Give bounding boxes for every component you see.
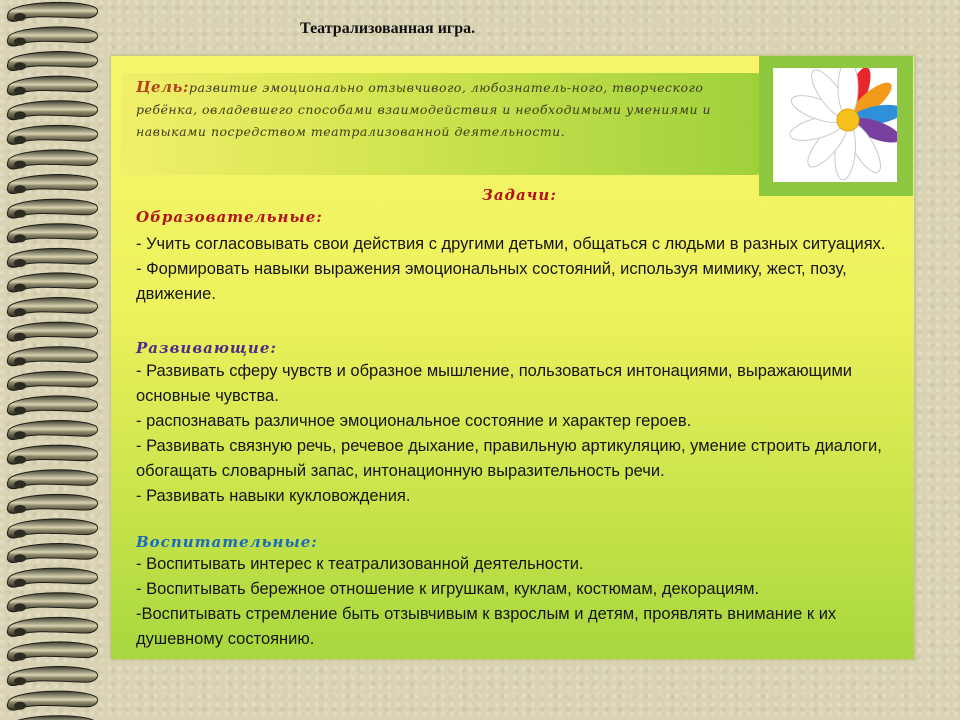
educational-heading: Образовательные:: [136, 208, 323, 226]
list-item: - Развивать навыки кукловождения.: [136, 487, 411, 505]
list-item: - Формировать навыки выражения эмоциональных состояний, используя мимику, жест, позу, движение.: [136, 260, 847, 303]
list-item: - Учить согласовывать свои действия с другими детьми, общаться с людьми в разных ситуациях.: [136, 235, 886, 253]
educational-list: [136, 232, 906, 307]
daisy-flower-icon: [773, 68, 897, 182]
tasks-heading: Задачи:: [482, 186, 557, 204]
list-item: - Воспитывать интерес к театрализованной деятельности.: [136, 555, 584, 573]
goal-text: [136, 76, 756, 143]
goal-description: развитие эмоционально отзывчивого, любознатель-ного, творческого ребёнка, овладевшего способами взаимодействия и необходимыми умениями и навыками посредством театрализованной деятельности.: [136, 80, 712, 139]
list-item: - Развивать связную речь, речевое дыхание, правильную артикуляцию, умение строить диалоги, обогащать словарный запас, интонационную выразительность речи.: [136, 437, 882, 480]
list-item: -Воспитывать стремление быть отзывчивым к взрослым и детям, проявлять внимание к их душевному состоянию.: [136, 605, 837, 648]
developmental-list: [136, 359, 906, 509]
list-item: - распознавать различное эмоциональное состояние и характер героев.: [136, 412, 692, 430]
spiral-binding-icon: [0, 0, 105, 720]
goal-label: Цель:: [136, 78, 189, 96]
list-item: - Развивать сферу чувств и образное мышление, пользоваться интонациями, выражающими основные чувства.: [136, 362, 853, 405]
flower-picture: [773, 68, 897, 182]
flower-picture-frame: [759, 56, 913, 196]
developmental-heading: Развивающие:: [136, 339, 277, 357]
content-panel: [110, 55, 915, 660]
upbringing-heading: Воспитательные:: [136, 533, 318, 551]
list-item: - Воспитывать бережное отношение к игрушкам, куклам, костюмам, декорациям.: [136, 580, 760, 598]
upbringing-list: [136, 552, 906, 652]
page-title: Театрализованная игра.: [300, 20, 476, 37]
